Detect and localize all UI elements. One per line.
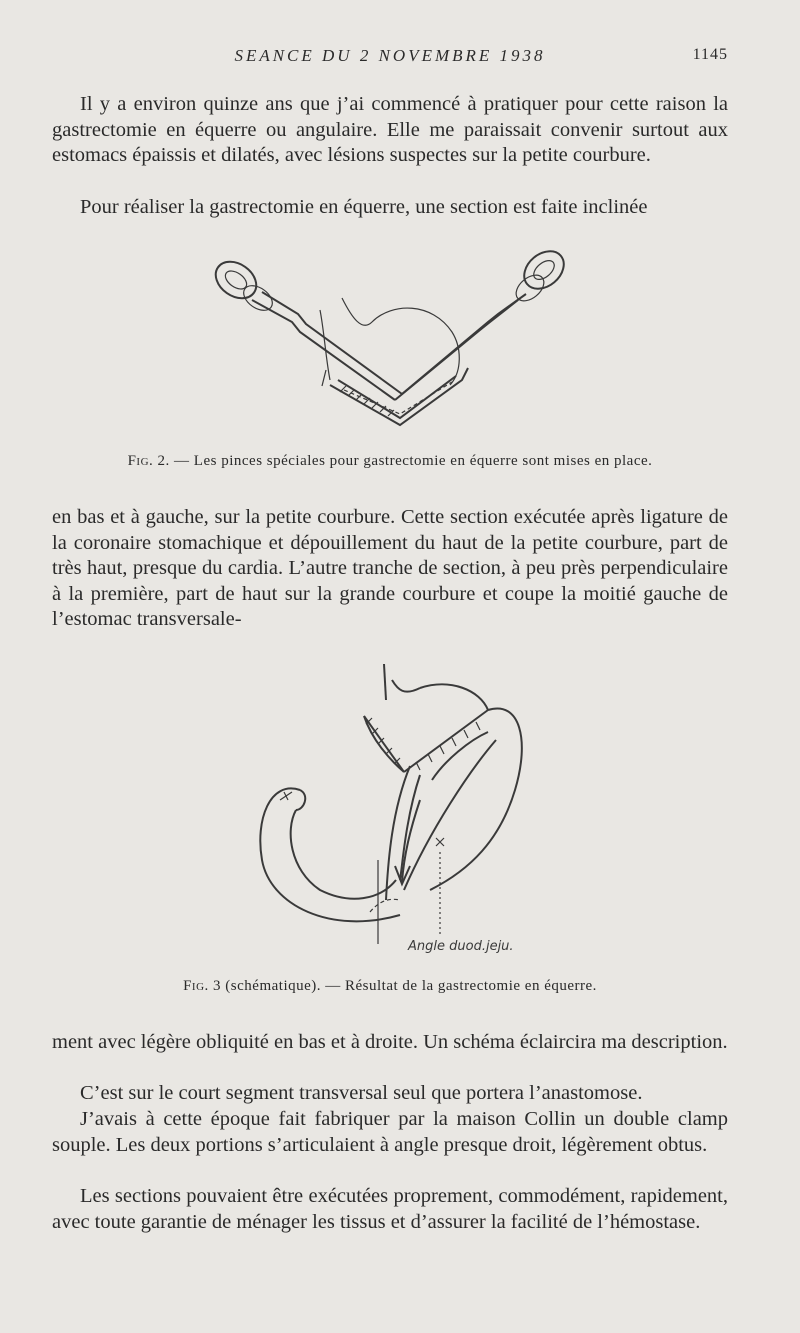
paragraph-2: Pour réaliser la gastrectomie en équerre, une section est faite inclinée	[80, 196, 648, 218]
figure-3-caption-text: (schématique). — Résultat de la gastrectomie en équerre.	[221, 978, 597, 994]
page-number: 1145	[692, 46, 728, 63]
figure-2-caption	[52, 453, 728, 470]
paragraph-1: Il y a environ quinze ans que j’ai commencé à pratiquer pour cette raison la gastrectomie en équerre ou angulaire. Elle me paraissait convenir surtout aux estomacs épaissis et dilatés, avec lésions suspectes sur la petite courbure.	[52, 93, 728, 166]
figure-3-caption	[52, 978, 728, 995]
figure-2-caption-text: — Les pinces spéciales pour gastrectomie en équerre sont mises en place.	[169, 453, 653, 469]
paragraph-4: ment avec légère obliquité en bas et à droite. Un schéma éclaircira ma description.	[52, 1031, 728, 1053]
header-title: SEANCE DU 2 NOVEMBRE 1938	[234, 46, 546, 65]
paragraph-6: J’avais à cette époque fait fabriquer par la maison Collin un double clamp souple. Les deux portions s’articulaient à angle presque droit, légèrement obtus.	[52, 1108, 728, 1156]
figure-3-annotation: Angle duod.jeju.	[408, 939, 514, 954]
paragraph-5: C’est sur le court segment transversal seul que portera l’anastomose.	[80, 1082, 643, 1104]
figure-3-label: Fig. 3	[183, 978, 222, 994]
paragraph-3: en bas et à gauche, sur la petite courbure. Cette section exécutée après ligature de la coronaire stomachique et dépouillement du haut de la petite courbure, part de très haut, presque du cardia. L’autre tranche de section, à peu près perpendiculaire à la première, part de haut sur la grande courbure et coupe la moitié gauche de l’estomac transversale-	[52, 506, 728, 630]
figure-2-illustration	[0, 240, 800, 440]
figure-2-label: Fig. 2.	[127, 453, 170, 469]
paragraph-7: Les sections pouvaient être exécutées proprement, commodément, rapidement, avec toute garantie de ménager les tissus et d’assurer la facilité de l’hémostase.	[52, 1185, 728, 1233]
figure-3-illustration	[0, 660, 800, 960]
